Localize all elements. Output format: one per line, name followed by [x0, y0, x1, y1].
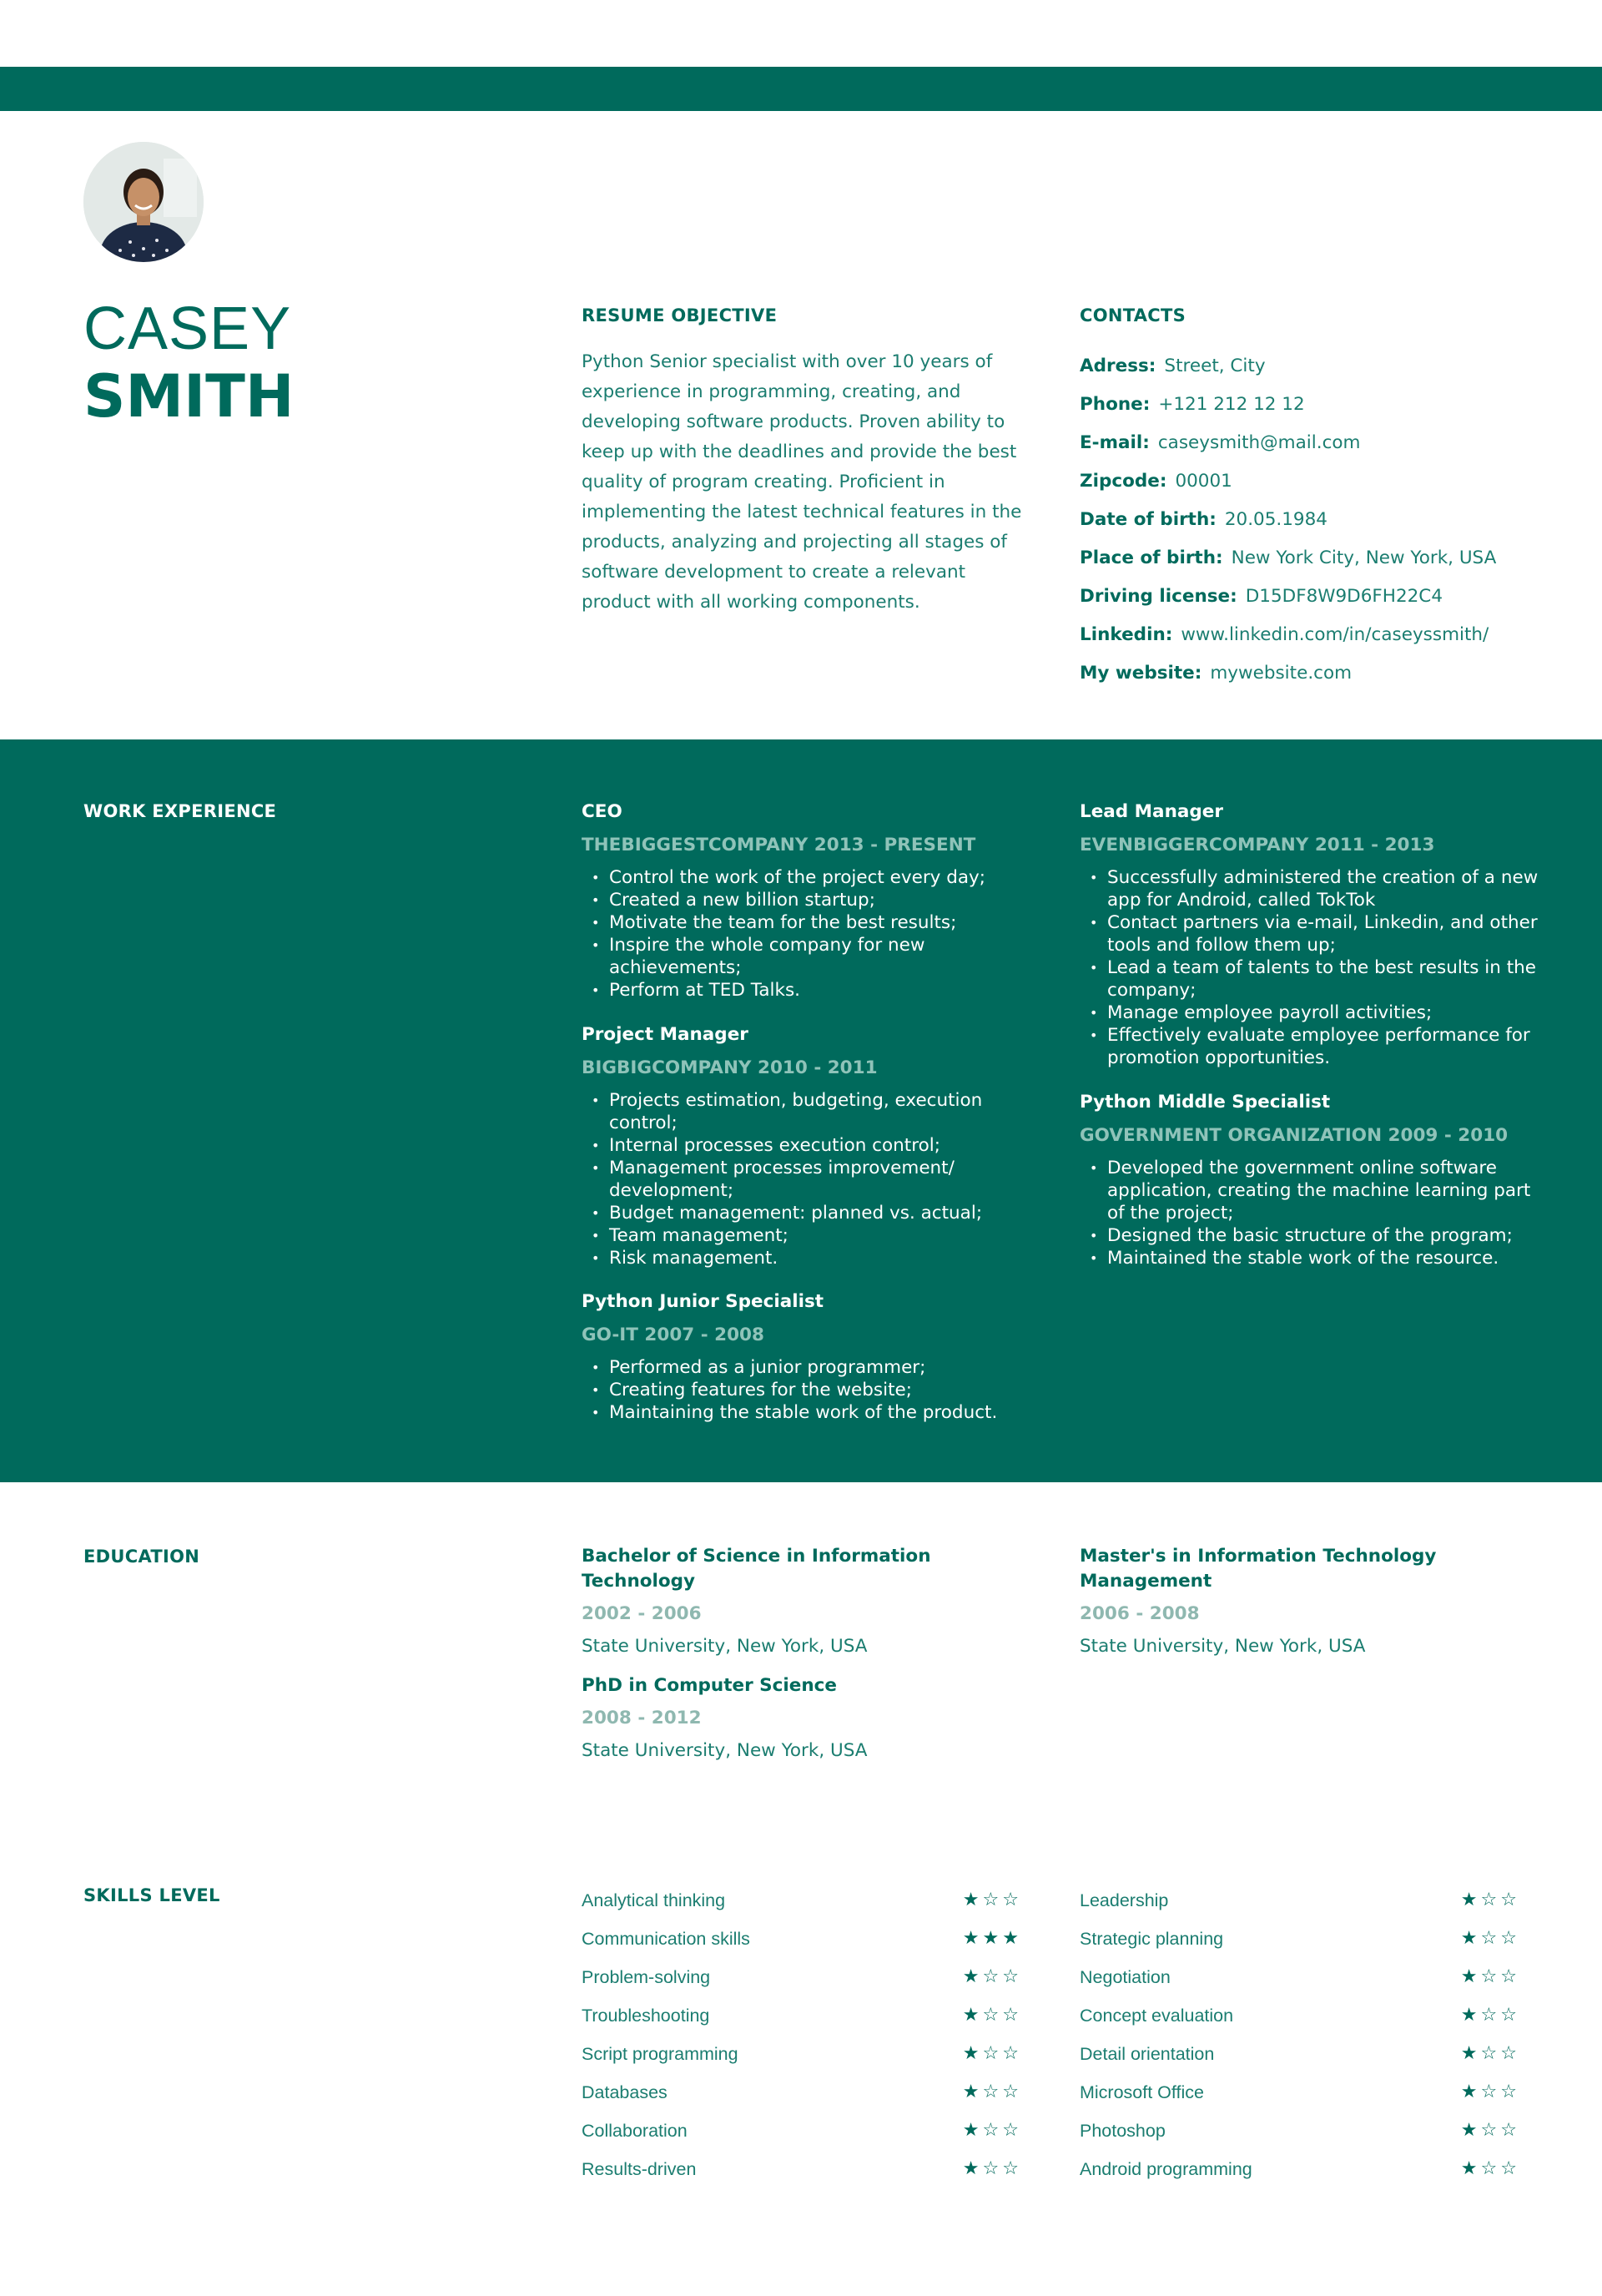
star-filled-icon: ★ — [1460, 2005, 1478, 2026]
education-years: 2008 - 2012 — [582, 1708, 702, 1728]
job-bullet: • Perform at TED Talks. — [582, 979, 1049, 1002]
contact-value: caseysmith@mail.com — [1157, 432, 1361, 453]
skill-row — [582, 2035, 1019, 2073]
star-empty-icon: ☆ — [1500, 2120, 1517, 2141]
star-empty-icon: ☆ — [1500, 2005, 1517, 2026]
skill-name: Script programming — [582, 2043, 738, 2064]
job-bullet: • Lead a team of talents to the best results in the company; — [1080, 956, 1547, 1002]
contact-label: Driving license: — [1080, 586, 1237, 607]
star-filled-icon: ★ — [1460, 1928, 1478, 1949]
job-bullet: • Effectively evaluate employee performance for promotion opportunities. — [1080, 1024, 1547, 1069]
skill-rating — [1461, 2006, 1517, 2025]
star-empty-icon: ☆ — [1480, 1890, 1498, 1910]
job-bullet: • Created a new billion startup; — [582, 889, 1049, 911]
education-years: 2002 - 2006 — [582, 1603, 702, 1624]
contact-label: Adress: — [1080, 356, 1156, 376]
job-entry — [582, 1289, 1049, 1424]
header-bar — [0, 67, 1602, 111]
skill-rating — [1461, 1891, 1517, 1910]
job-bullets — [1080, 866, 1547, 1069]
star-filled-icon: ★ — [962, 1890, 980, 1910]
job-title: Project Manager — [582, 1024, 748, 1045]
skill-name: Photoshop — [1080, 2120, 1166, 2141]
star-empty-icon: ☆ — [1002, 2005, 1019, 2026]
contact-label: Date of birth: — [1080, 509, 1217, 530]
contact-phone — [1080, 386, 1580, 424]
star-empty-icon: ☆ — [982, 2158, 1000, 2179]
job-bullet: • Motivate the team for the best results; — [582, 911, 1049, 934]
education-title: EDUCATION — [83, 1547, 200, 1567]
objective-title: RESUME OBJECTIVE — [582, 305, 778, 325]
contact-value: +121 212 12 12 — [1158, 394, 1305, 415]
job-bullet: • Creating features for the website; — [582, 1379, 1049, 1401]
contact-zipcode — [1080, 462, 1580, 501]
contact-label: Linkedin: — [1080, 624, 1173, 645]
star-empty-icon: ☆ — [982, 1966, 1000, 1987]
job-bullet: • Maintained the stable work of the resource. — [1080, 1247, 1547, 1269]
star-empty-icon: ☆ — [1002, 2043, 1019, 2064]
education-years: 2006 - 2008 — [1080, 1603, 1200, 1624]
job-bullets — [582, 866, 1049, 1002]
star-empty-icon: ☆ — [982, 2082, 1000, 2102]
skills-list-left — [582, 1881, 1019, 2188]
job-entry — [582, 800, 1049, 1002]
job-bullet: • Maintaining the stable work of the product. — [582, 1401, 1049, 1424]
star-empty-icon: ☆ — [1500, 1966, 1517, 1987]
skill-row — [582, 1958, 1019, 1996]
job-bullet: • Risk management. — [582, 1247, 1049, 1269]
avatar — [83, 142, 204, 262]
skill-rating — [1461, 2045, 1517, 2063]
skill-row — [1080, 2112, 1517, 2150]
education-entry — [582, 1673, 1049, 1764]
contact-date-of-birth — [1080, 501, 1580, 539]
star-empty-icon: ☆ — [982, 2043, 1000, 2064]
job-title: Lead Manager — [1080, 801, 1223, 822]
skill-rating — [1461, 2083, 1517, 2102]
contact-label: My website: — [1080, 663, 1202, 684]
contact-linkedin — [1080, 616, 1580, 654]
skill-name: Android programming — [1080, 2158, 1252, 2179]
skill-row — [582, 2112, 1019, 2150]
contact-label: E-mail: — [1080, 432, 1150, 453]
skill-row — [1080, 2150, 1517, 2188]
skills-list-right — [1080, 1881, 1517, 2188]
contact-driving-license — [1080, 578, 1580, 616]
contact-value: Street, City — [1164, 356, 1266, 376]
star-filled-icon: ★ — [962, 1928, 980, 1949]
skill-name: Detail orientation — [1080, 2043, 1215, 2064]
contact-value: 00001 — [1175, 471, 1232, 492]
contact-label: Place of birth: — [1080, 548, 1223, 568]
skill-row — [582, 2073, 1019, 2112]
job-bullet: • Projects estimation, budgeting, execution control; — [582, 1089, 1049, 1134]
contact-value: www.linkedin.com/in/caseyssmith/ — [1181, 624, 1489, 645]
star-filled-icon: ★ — [1002, 1928, 1019, 1949]
skill-name: Concept evaluation — [1080, 2005, 1234, 2026]
objective-text: Python Senior specialist with over 10 years of experience in programming, creating, and developing software products. Proven ability to keep up with the deadlines and provide the best quality of program creating. Proficient in implementing the latest technical features in the products, analyzing and projecting all stages of software development to create a relevant product with all working components. — [582, 351, 1022, 613]
star-filled-icon: ★ — [1460, 2082, 1478, 2102]
education-school: State University, New York, USA — [582, 1636, 868, 1657]
star-filled-icon: ★ — [1460, 2043, 1478, 2064]
skill-name: Databases — [582, 2082, 668, 2102]
skill-row — [1080, 2035, 1517, 2073]
job-bullets — [582, 1356, 1049, 1424]
star-empty-icon: ☆ — [1002, 1966, 1019, 1987]
job-company: EVENBIGGERCOMPANY 2011 - 2013 — [1080, 835, 1435, 855]
last-name: SMITH — [83, 362, 295, 431]
skill-rating — [963, 1930, 1019, 1948]
skill-name: Problem-solving — [582, 1966, 711, 1987]
contact-value: 20.05.1984 — [1224, 509, 1327, 530]
skill-name: Communication skills — [582, 1928, 750, 1949]
skill-rating — [963, 2122, 1019, 2140]
star-filled-icon: ★ — [962, 2158, 980, 2179]
skill-row — [582, 1881, 1019, 1920]
contacts-list — [1080, 347, 1580, 693]
job-bullets — [582, 1089, 1049, 1269]
skill-row — [582, 1920, 1019, 1958]
job-bullets — [1080, 1157, 1547, 1269]
job-bullet: • Successfully administered the creation of a new app for Android, called TokTok — [1080, 866, 1547, 911]
skill-row — [582, 2150, 1019, 2188]
work-experience-section — [0, 739, 1602, 1482]
contact-value: mywebsite.com — [1210, 663, 1353, 684]
skill-rating — [1461, 1968, 1517, 1986]
education-school: State University, New York, USA — [582, 1740, 868, 1761]
star-empty-icon: ☆ — [982, 1890, 1000, 1910]
skill-name: Collaboration — [582, 2120, 688, 2141]
star-empty-icon: ☆ — [1480, 2005, 1498, 2026]
education-school: State University, New York, USA — [1080, 1636, 1366, 1657]
job-bullet: • Contact partners via e-mail, Linkedin, and other tools and follow them up; — [1080, 911, 1547, 956]
contact-email — [1080, 424, 1580, 462]
skill-row — [1080, 1958, 1517, 1996]
skill-name: Strategic planning — [1080, 1928, 1224, 1949]
skill-name: Negotiation — [1080, 1966, 1171, 1987]
star-empty-icon: ☆ — [1500, 2082, 1517, 2102]
star-filled-icon: ★ — [1460, 2158, 1478, 2179]
skill-name: Leadership — [1080, 1890, 1169, 1910]
contact-value: New York City, New York, USA — [1231, 548, 1497, 568]
job-entry — [1080, 1090, 1547, 1269]
job-company: THEBIGGESTCOMPANY 2013 - PRESENT — [582, 835, 976, 855]
star-empty-icon: ☆ — [1480, 1966, 1498, 1987]
star-filled-icon: ★ — [962, 2043, 980, 2064]
job-company: GOVERNMENT ORGANIZATION 2009 - 2010 — [1080, 1125, 1509, 1146]
star-empty-icon: ☆ — [1002, 1890, 1019, 1910]
job-bullet: • Budget management: planned vs. actual; — [582, 1202, 1049, 1224]
profile-photo — [83, 142, 204, 262]
education-degree: Bachelor of Science in Information Technology — [582, 1546, 931, 1592]
job-title: CEO — [582, 801, 622, 822]
job-entry — [582, 1022, 1049, 1269]
contacts-title: CONTACTS — [1080, 305, 1186, 325]
job-company: GO-IT 2007 - 2008 — [582, 1325, 764, 1345]
education-degree: PhD in Computer Science — [582, 1675, 837, 1696]
job-entry — [1080, 800, 1547, 1069]
star-empty-icon: ☆ — [1002, 2082, 1019, 2102]
work-experience-title: WORK EXPERIENCE — [83, 801, 277, 821]
star-filled-icon: ★ — [1460, 1890, 1478, 1910]
star-empty-icon: ☆ — [1500, 1928, 1517, 1949]
job-bullet: • Management processes improvement/ development; — [582, 1157, 1049, 1202]
skill-rating — [963, 1891, 1019, 1910]
skill-row — [1080, 2073, 1517, 2112]
star-filled-icon: ★ — [962, 2005, 980, 2026]
star-filled-icon: ★ — [1460, 1966, 1478, 1987]
job-company: BIGBIGCOMPANY 2010 - 2011 — [582, 1057, 878, 1078]
skill-name: Troubleshooting — [582, 2005, 710, 2026]
star-empty-icon: ☆ — [1500, 1890, 1517, 1910]
star-filled-icon: ★ — [962, 2120, 980, 2141]
contact-label: Phone: — [1080, 394, 1151, 415]
contact-place-of-birth — [1080, 539, 1580, 578]
skill-name: Microsoft Office — [1080, 2082, 1204, 2102]
job-title: Python Middle Specialist — [1080, 1092, 1331, 1113]
skills-title: SKILLS LEVEL — [83, 1885, 220, 1905]
job-bullet: • Performed as a junior programmer; — [582, 1356, 1049, 1379]
job-bullet: • Manage employee payroll activities; — [1080, 1002, 1547, 1024]
contact-address — [1080, 347, 1580, 386]
job-bullet: • Designed the basic structure of the program; — [1080, 1224, 1547, 1247]
skill-rating — [1461, 2160, 1517, 2178]
star-empty-icon: ☆ — [1002, 2158, 1019, 2179]
job-bullet: • Developed the government online software application, creating the machine learning part of the project; — [1080, 1157, 1547, 1224]
skill-row — [1080, 1920, 1517, 1958]
job-title: Python Junior Specialist — [582, 1291, 824, 1312]
star-empty-icon: ☆ — [1480, 2158, 1498, 2179]
star-empty-icon: ☆ — [1480, 2120, 1498, 2141]
skill-rating — [1461, 1930, 1517, 1948]
skill-name: Results-driven — [582, 2158, 697, 2179]
star-empty-icon: ☆ — [1480, 1928, 1498, 1949]
star-empty-icon: ☆ — [1480, 2043, 1498, 2064]
skill-rating — [963, 2083, 1019, 2102]
skill-rating — [963, 2045, 1019, 2063]
star-empty-icon: ☆ — [1500, 2043, 1517, 2064]
job-bullet: • Team management; — [582, 1224, 1049, 1247]
skill-row — [1080, 1881, 1517, 1920]
star-empty-icon: ☆ — [982, 2005, 1000, 2026]
job-bullet: • Control the work of the project every day; — [582, 866, 1049, 889]
star-filled-icon: ★ — [1460, 2120, 1478, 2141]
star-filled-icon: ★ — [962, 1966, 980, 1987]
star-empty-icon: ☆ — [982, 2120, 1000, 2141]
skill-rating — [963, 2160, 1019, 2178]
star-empty-icon: ☆ — [1002, 2120, 1019, 2141]
star-filled-icon: ★ — [962, 2082, 980, 2102]
first-name: CASEY — [83, 295, 292, 362]
job-bullet: • Inspire the whole company for new achievements; — [582, 934, 1049, 979]
skill-rating — [963, 2006, 1019, 2025]
contact-value: D15DF8W9D6FH22C4 — [1245, 586, 1443, 607]
skill-row — [1080, 1996, 1517, 2035]
skill-row — [582, 1996, 1019, 2035]
star-filled-icon: ★ — [982, 1928, 1000, 1949]
job-bullet: • Internal processes execution control; — [582, 1134, 1049, 1157]
contact-website — [1080, 654, 1580, 693]
skill-rating — [1461, 2122, 1517, 2140]
contact-label: Zipcode: — [1080, 471, 1167, 492]
star-empty-icon: ☆ — [1480, 2082, 1498, 2102]
star-empty-icon: ☆ — [1500, 2158, 1517, 2179]
education-degree: Master's in Information Technology Management — [1080, 1546, 1437, 1592]
education-entry — [582, 1544, 1049, 1659]
skill-rating — [963, 1968, 1019, 1986]
education-entry — [1080, 1544, 1455, 1659]
skill-name: Analytical thinking — [582, 1890, 726, 1910]
